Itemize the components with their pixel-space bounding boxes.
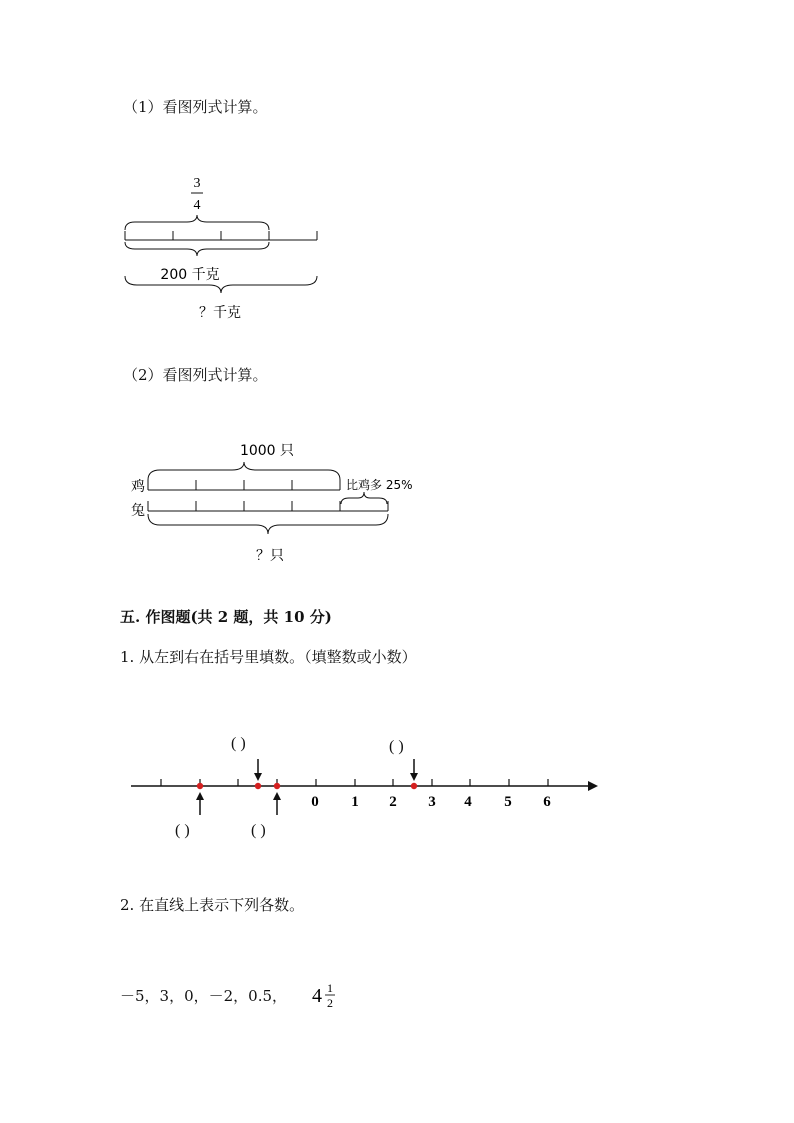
q2-label-total: ？只 bbox=[256, 548, 284, 564]
task2-numbers: －5，3，0，－2，0.5， bbox=[120, 987, 288, 1005]
mixed-number-num: 1 bbox=[327, 981, 333, 995]
answer-blank[interactable]: ( ) bbox=[389, 738, 404, 755]
q2-label-top: 1000 只 bbox=[239, 443, 295, 459]
answer-blank[interactable]: ( ) bbox=[175, 822, 190, 839]
q2-row-rabbit: 兔 bbox=[131, 503, 145, 519]
task1-prompt: 1. 从左到右在括号里填数。（填整数或小数） bbox=[120, 648, 417, 666]
q2-title: （2）看图列式计算。 bbox=[123, 366, 268, 384]
q1-fraction-num: 3 bbox=[193, 176, 201, 191]
q2-label-more: 比鸡多 25% bbox=[346, 478, 413, 492]
tick-label-6: 6 bbox=[543, 794, 551, 810]
q1-fraction-den: 4 bbox=[193, 198, 201, 213]
answer-blank[interactable]: ( ) bbox=[231, 735, 246, 752]
section-heading: 五. 作图题(共 2 题，共 10 分) bbox=[120, 608, 332, 626]
tick-label-0: 0 bbox=[311, 794, 319, 810]
tick-label-4: 4 bbox=[464, 794, 472, 810]
answer-blank[interactable]: ( ) bbox=[251, 822, 266, 839]
mixed-number-whole: 4 bbox=[312, 985, 322, 1007]
task2-prompt: 2. 在直线上表示下列各数。 bbox=[120, 896, 305, 914]
q2-row-chicken: 鸡 bbox=[131, 479, 145, 495]
q1-label-total: ？千克 bbox=[199, 305, 241, 321]
tick-label-3: 3 bbox=[428, 794, 436, 810]
mixed-number-den: 2 bbox=[327, 996, 333, 1010]
q1-title: （1）看图列式计算。 bbox=[123, 98, 268, 116]
q1-label-part: 200 千克 bbox=[160, 267, 220, 283]
tick-label-1: 1 bbox=[351, 794, 359, 810]
tick-label-2: 2 bbox=[389, 794, 397, 810]
tick-label-5: 5 bbox=[504, 794, 512, 810]
